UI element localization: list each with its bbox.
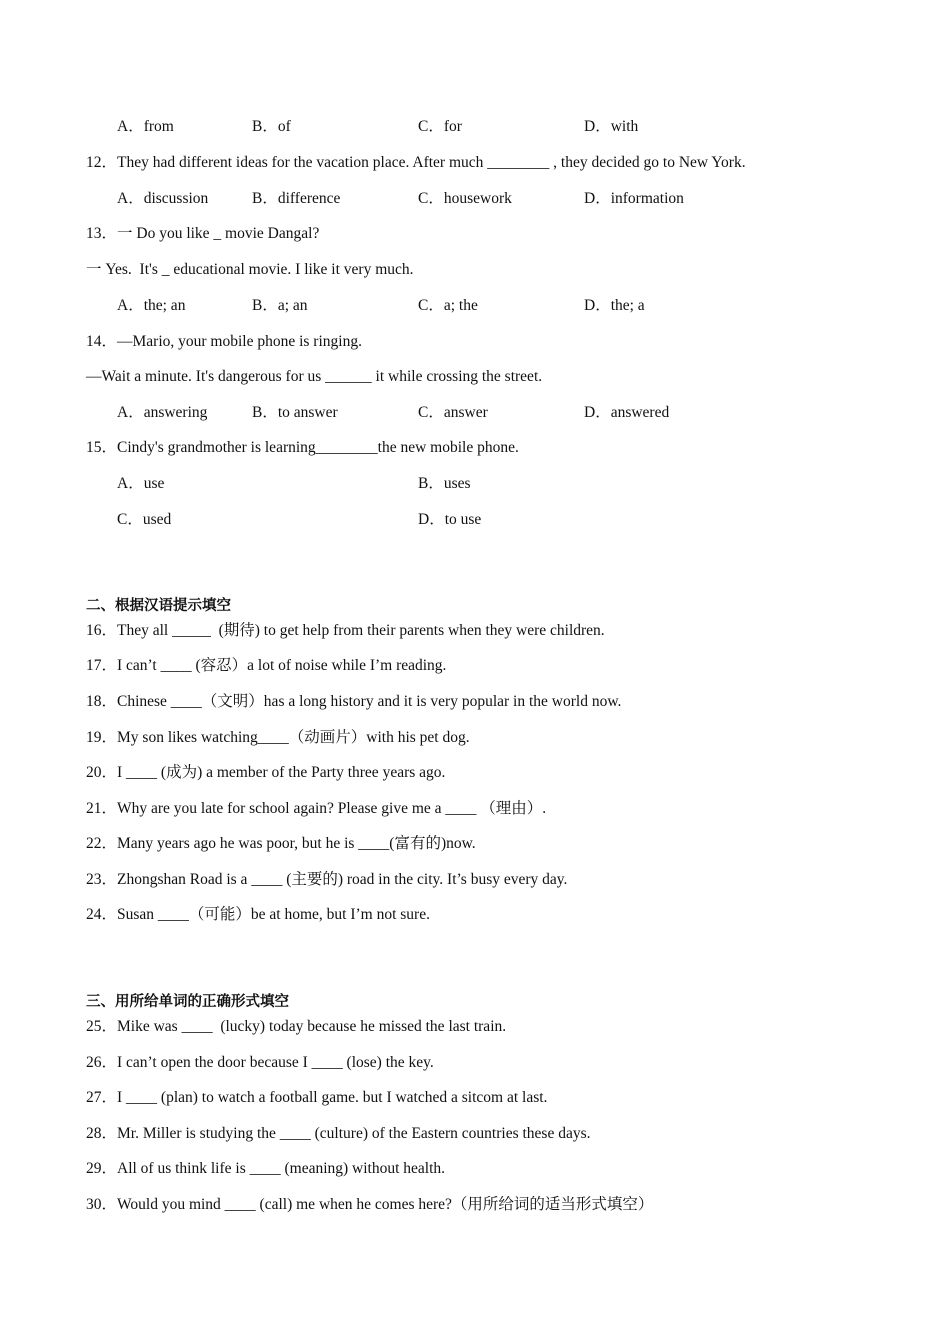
- q18: 18．Chinese ____（文明）has a long history and it is very popular in the world now.: [86, 693, 622, 710]
- q19: 19．My son likes watching____（动画片）with his pet dog.: [86, 729, 470, 746]
- q16: 16．They all _____ (期待) to get help from their parents when they were children.: [86, 622, 605, 639]
- q29: 29．All of us think life is ____ (meaning) without health.: [86, 1160, 446, 1177]
- q17: 17．I can’t ____ (容忍）a lot of noise while I’m reading.: [86, 657, 447, 674]
- q15-option-a: A．use: [117, 475, 165, 492]
- q15-option-d: D．to use: [418, 511, 482, 528]
- q14-stem-2: —Wait a minute. It's dangerous for us ______ it while crossing the street.: [86, 368, 543, 385]
- q11-option-b: B．of: [252, 118, 291, 135]
- q13-stem-2: 一 Yes. It's _ educational movie. I like it very much.: [86, 261, 414, 278]
- q11-option-c: C．for: [418, 118, 462, 135]
- q11-option-d: D．with: [584, 118, 639, 135]
- q15-stem: 15．Cindy's grandmother is learning________the new mobile phone.: [86, 439, 519, 456]
- q13-option-c: C．a; the: [418, 297, 478, 314]
- q15-option-c: C．used: [117, 511, 172, 528]
- q12-option-a: A．discussion: [117, 190, 209, 207]
- q13-stem-1: 13．一 Do you like _ movie Dangal?: [86, 225, 320, 242]
- q20: 20．I ____ (成为) a member of the Party three years ago.: [86, 764, 446, 781]
- q14-option-d: D．answered: [584, 404, 670, 421]
- q27: 27．I ____ (plan) to watch a football game. but I watched a sitcom at last.: [86, 1089, 548, 1106]
- q22: 22．Many years ago he was poor, but he is ____(富有的)now.: [86, 835, 476, 852]
- q13-option-b: B．a; an: [252, 297, 308, 314]
- q14-option-c: C．answer: [418, 404, 488, 421]
- section-2-title: 二、根据汉语提示填空: [86, 598, 231, 614]
- q21: 21．Why are you late for school again? Please give me a ____ （理由）.: [86, 800, 547, 817]
- q14-option-b: B．to answer: [252, 404, 338, 421]
- section-3-title: 三、用所给单词的正确形式填空: [86, 994, 289, 1010]
- q15-option-b: B．uses: [418, 475, 471, 492]
- q13-option-a: A．the; an: [117, 297, 186, 314]
- q30: 30．Would you mind ____ (call) me when he comes here?（用所给词的适当形式填空）: [86, 1196, 654, 1213]
- q12-option-b: B．difference: [252, 190, 341, 207]
- q24: 24．Susan ____（可能）be at home, but I’m not sure.: [86, 906, 430, 923]
- q12-stem: 12．They had different ideas for the vacation place. After much ________ , they decided go to New York.: [86, 154, 746, 171]
- q25: 25．Mike was ____ (lucky) today because he missed the last train.: [86, 1018, 507, 1035]
- q23: 23．Zhongshan Road is a ____ (主要的) road in the city. It’s busy every day.: [86, 871, 568, 888]
- q11-option-a: A．from: [117, 118, 174, 135]
- q14-stem-1: 14．—Mario, your mobile phone is ringing.: [86, 333, 362, 350]
- q13-option-d: D．the; a: [584, 297, 645, 314]
- q26: 26．I can’t open the door because I ____ (lose) the key.: [86, 1054, 434, 1071]
- q12-option-c: C．housework: [418, 190, 512, 207]
- q28: 28．Mr. Miller is studying the ____ (culture) of the Eastern countries these days.: [86, 1125, 591, 1142]
- q14-option-a: A．answering: [117, 404, 208, 421]
- q12-option-d: D．information: [584, 190, 684, 207]
